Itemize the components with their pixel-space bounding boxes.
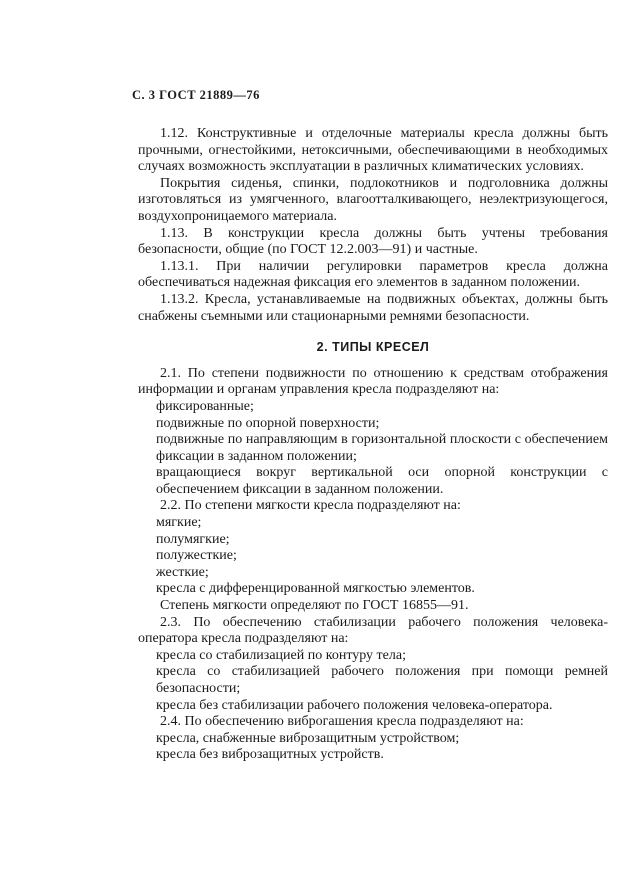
list-item: кресла с дифференцированной мягкостью элементов. bbox=[156, 581, 475, 597]
page-header: С. 3 ГОСТ 21889—76 bbox=[132, 88, 260, 102]
list-item: вращающиеся вокруг вертикальной оси опорной конструкции с обеспечением фиксации в заданном положении. bbox=[156, 465, 608, 497]
list-2-2 bbox=[138, 515, 608, 598]
paragraph-2-2: 2.2. По степени мягкости кресла подразделяют на: bbox=[160, 498, 461, 514]
list-2-3 bbox=[138, 648, 608, 714]
list-item: кресла со стабилизацией по контуру тела; bbox=[156, 647, 406, 663]
paragraph-coverings: Покрытия сиденья, спинки, подлокотников и подголовника должны изготовляться из умягченного, влагоотталкивающего, неэлектризующегося, воздухопроницаемого материала. bbox=[138, 175, 608, 224]
list-item: подвижные по направляющим в горизонтальной плоскости с обеспечением фиксации в заданном положении; bbox=[156, 432, 608, 464]
paragraph-2-4: 2.4. По обеспечению виброгашения кресла подразделяют на: bbox=[160, 714, 524, 730]
list-2-1 bbox=[138, 399, 608, 499]
paragraph-2-1: 2.1. По степени подвижности по отношению к средствам отображения информации и органам управления кресла подразделяют на: bbox=[138, 365, 608, 398]
list-item: кресла со стабилизацией рабочего положения при помощи ремней безопасности; bbox=[156, 664, 608, 696]
list-item: кресла без виброзащитных устройств. bbox=[156, 747, 384, 763]
softness-note: Степень мягкости определяют по ГОСТ 16855—91. bbox=[160, 598, 469, 614]
paragraph-1-13: 1.13. В конструкции кресла должны быть учтены требования безопасности, общие (по ГОСТ 12.2.003—91) и частные. bbox=[138, 225, 608, 258]
list-item: подвижные по опорной поверхности; bbox=[156, 415, 380, 431]
paragraph-1-12: 1.12. Конструктивные и отделочные материалы кресла должны быть прочными, огнестойкими, нетоксичными, обеспечивающими в необходимых случаях возможность эксплуатации в различных климатических условиях. bbox=[138, 126, 608, 175]
list-item: полумягкие; bbox=[156, 531, 230, 547]
list-item: мягкие; bbox=[156, 515, 202, 531]
paragraph-2-3: 2.3. По обеспечению стабилизации рабочего положения человека-оператора кресла подразделяют на: bbox=[138, 614, 608, 647]
section-title: 2. ТИПЫ КРЕСЕЛ bbox=[316, 340, 430, 355]
list-item: кресла без стабилизации рабочего положения человека-оператора. bbox=[156, 697, 553, 713]
list-item: кресла, снабженные виброзащитным устройством; bbox=[156, 730, 460, 746]
list-item: жесткие; bbox=[156, 564, 209, 580]
list-item: полужесткие; bbox=[156, 548, 237, 564]
list-item: фиксированные; bbox=[156, 398, 254, 414]
document-body bbox=[138, 126, 608, 764]
paragraph-1-13-2: 1.13.2. Кресла, устанавливаемые на подвижных объектах, должны быть снабжены съемными или стационарными ремнями безопасности. bbox=[138, 291, 608, 324]
paragraph-1-13-1: 1.13.1. При наличии регулировки параметров кресла должна обеспечиваться надежная фиксация его элементов в заданном положении. bbox=[138, 258, 608, 291]
list-2-4 bbox=[138, 731, 608, 764]
